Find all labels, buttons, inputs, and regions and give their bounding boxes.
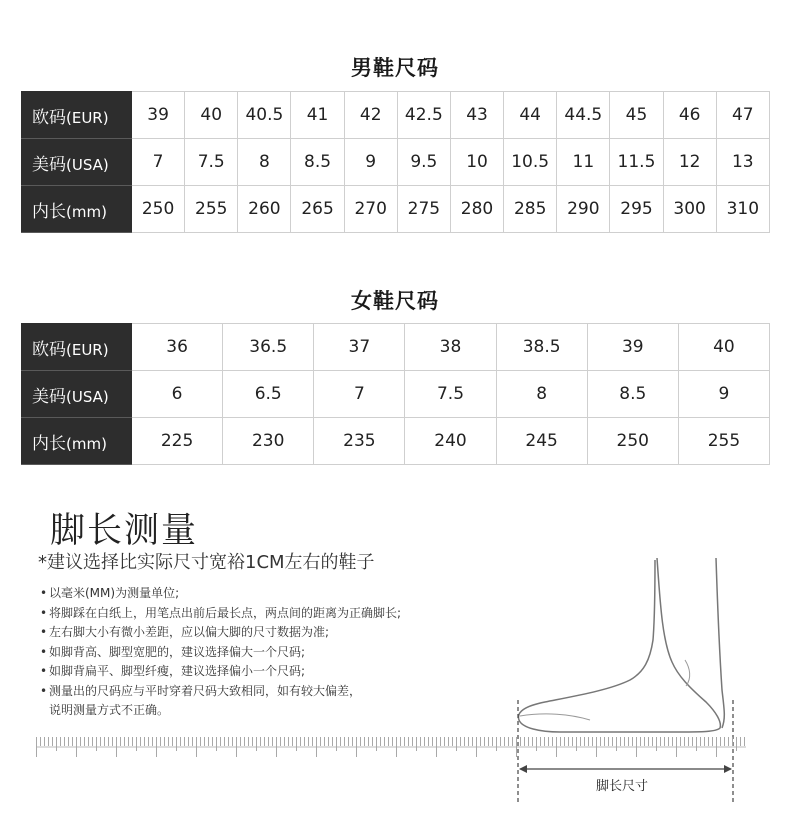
size-cell: 8.5 (587, 371, 678, 418)
size-cell: 255 (678, 418, 769, 465)
bullet-icon: • (40, 586, 48, 600)
size-cell: 285 (504, 186, 557, 233)
size-cell: 310 (716, 186, 769, 233)
size-cell: 300 (663, 186, 716, 233)
row-header-label: 内长 (32, 433, 66, 454)
size-cell: 245 (496, 418, 587, 465)
size-cell: 295 (610, 186, 663, 233)
size-cell: 11 (557, 139, 610, 186)
ruler (36, 736, 748, 758)
size-cell: 10.5 (504, 139, 557, 186)
size-cell: 235 (314, 418, 405, 465)
size-cell: 6 (132, 371, 223, 418)
size-cell: 42.5 (397, 92, 450, 139)
size-cell: 290 (557, 186, 610, 233)
size-cell: 260 (238, 186, 291, 233)
arrow-left-icon (519, 765, 527, 773)
size-cell: 7.5 (405, 371, 496, 418)
size-cell: 8 (238, 139, 291, 186)
size-cell: 280 (450, 186, 503, 233)
size-cell: 42 (344, 92, 397, 139)
bullet-icon: • (40, 644, 48, 659)
size-cell: 43 (450, 92, 503, 139)
foot-outline-icon (518, 558, 724, 732)
bullet-icon: • (40, 625, 48, 639)
row-header-label: 内长 (32, 201, 66, 222)
size-cell: 12 (663, 139, 716, 186)
size-cell: 275 (397, 186, 450, 233)
row-header-label: 美码 (32, 386, 66, 407)
foot-length-label: 脚长尺寸 (596, 779, 649, 794)
size-cell: 8 (496, 371, 587, 418)
row-header-unit: (USA) (66, 387, 109, 406)
size-cell: 45 (610, 92, 663, 139)
size-cell: 40 (678, 324, 769, 371)
row-header-unit: (EUR) (66, 340, 109, 359)
note-continuation: 说明测量方式不正确。 (49, 703, 170, 717)
row-header-label: 欧码 (32, 107, 66, 128)
size-cell: 39 (132, 92, 185, 139)
note-item: • 左右脚大小有微小差距，应以偏大脚的尺寸数据为准; (40, 623, 401, 643)
note-item: • 如脚背扁平、脚型纤瘦，建议选择偏小一个尺码; (40, 662, 401, 682)
size-cell: 44 (504, 92, 557, 139)
bullet-icon: • (40, 683, 48, 698)
size-cell: 9 (678, 371, 769, 418)
note-item: • 如脚背高、脚型宽肥的，建议选择偏大一个尺码; (40, 643, 401, 663)
size-cell: 6.5 (223, 371, 314, 418)
note-item: • 测量出的尺码应与平时穿着尺码大致相同，如有较大偏差， (40, 682, 401, 702)
size-cell: 7 (132, 139, 185, 186)
size-cell: 10 (450, 139, 503, 186)
bullet-icon: • (40, 664, 48, 678)
size-cell: 225 (132, 418, 223, 465)
size-cell: 38 (405, 324, 496, 371)
size-cell: 44.5 (557, 92, 610, 139)
size-cell: 11.5 (610, 139, 663, 186)
size-cell: 41 (291, 92, 344, 139)
size-cell: 8.5 (291, 139, 344, 186)
size-cell: 40.5 (238, 92, 291, 139)
women-size-title: 女鞋尺码 (351, 289, 439, 313)
size-cell: 7 (314, 371, 405, 418)
arrow-right-icon (724, 765, 732, 773)
size-cell: 47 (716, 92, 769, 139)
size-cell: 250 (132, 186, 185, 233)
size-cell: 240 (405, 418, 496, 465)
size-cell: 46 (663, 92, 716, 139)
size-cell: 270 (344, 186, 397, 233)
size-cell: 36.5 (223, 324, 314, 371)
size-cell: 255 (185, 186, 238, 233)
row-header-label: 欧码 (32, 339, 66, 360)
note-item: • 将脚踩在白纸上，用笔点出前后最长点，两点间的距离为正确脚长; (40, 604, 401, 624)
row-header-label: 美码 (32, 154, 66, 175)
row-header-unit: (USA) (66, 155, 109, 174)
size-cell: 7.5 (185, 139, 238, 186)
men-size-title: 男鞋尺码 (351, 56, 439, 80)
row-header-unit: (mm) (66, 434, 107, 453)
size-cell: 38.5 (496, 324, 587, 371)
note-item: • 以毫米(MM)为测量单位; (40, 584, 401, 604)
size-cell: 9.5 (397, 139, 450, 186)
size-cell: 39 (587, 324, 678, 371)
size-cell: 36 (132, 324, 223, 371)
size-cell: 265 (291, 186, 344, 233)
size-cell: 37 (314, 324, 405, 371)
size-cell: 230 (223, 418, 314, 465)
foot-measure-title: 脚长测量 (50, 511, 199, 551)
size-cell: 250 (587, 418, 678, 465)
size-cell: 9 (344, 139, 397, 186)
size-cell: 40 (185, 92, 238, 139)
size-recommendation: *建议选择比实际尺寸宽裕1CM左右的鞋子 (38, 552, 375, 573)
bullet-icon: • (40, 605, 48, 620)
size-cell: 13 (716, 139, 769, 186)
row-header-unit: (EUR) (66, 108, 109, 127)
row-header-unit: (mm) (66, 202, 107, 221)
